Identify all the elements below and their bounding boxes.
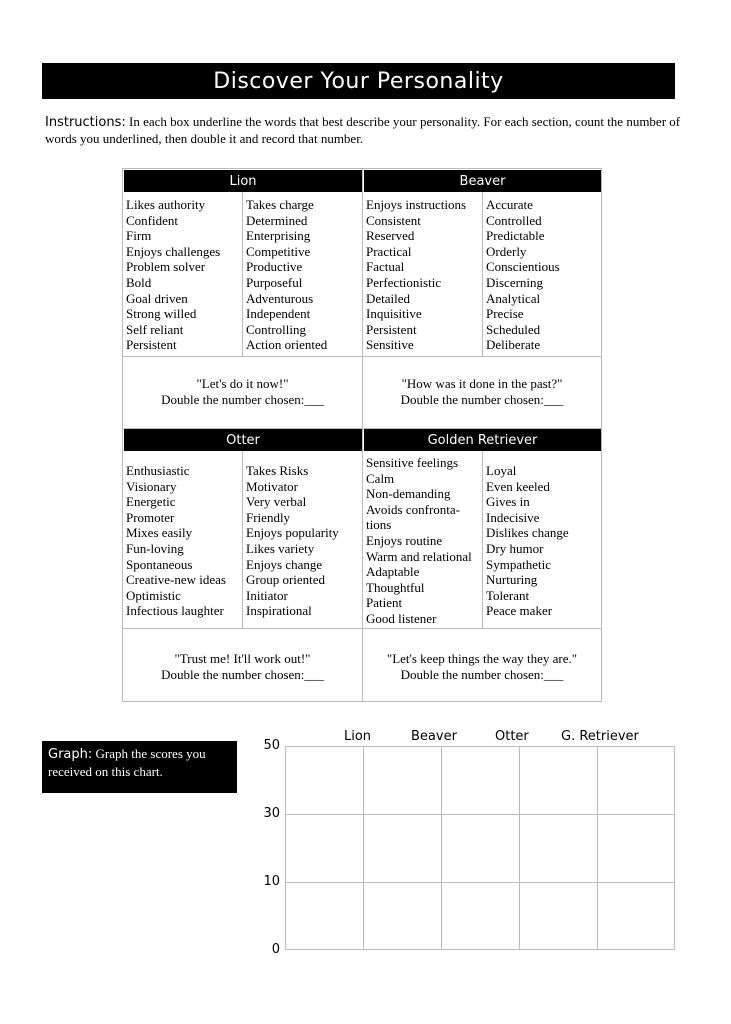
word: Motivator [246,478,298,494]
word: Takes charge [246,197,314,212]
word: Scheduled [486,321,541,337]
word: Dry humor [486,540,544,556]
word: Indecisive [486,509,540,525]
retriever-words-col2 [486,463,569,619]
otter-motto: "Trust me! It'll work out!" [174,651,311,666]
word: Very verbal [246,494,307,510]
instructions-label: Instructions: [45,115,126,130]
word: Optimistic [126,587,181,603]
word: Enjoys change [246,556,323,572]
lion-words-col2 [246,197,327,353]
word: Visionary [126,478,177,494]
personality-grid [122,168,602,702]
otter-quote-block [123,651,362,683]
word: Self reliant [126,321,184,337]
lion-words-col1 [126,197,220,353]
word: Avoids confronta- [366,501,460,517]
chart-col-line [519,747,520,949]
lion-double-prompt: Double the number chosen:___ [161,392,324,407]
word: Precise [486,306,524,322]
word: Enjoys instructions [366,197,467,212]
word: Firm [126,228,152,244]
word: Discerning [486,274,544,290]
word: Thoughtful [366,579,425,595]
word: Patient [366,595,403,611]
word: Enterprising [246,228,311,244]
chart-row-line [286,814,674,815]
lion-col-divider [242,192,243,356]
y-tick-50: 50 [263,738,280,753]
word: Predictable [486,228,545,244]
word: Accurate [486,197,533,212]
word: Purposeful [246,274,303,290]
page-title: Discover Your Personality [42,63,675,99]
word: Determined [246,212,308,228]
chart-col-line [441,747,442,949]
word: Nurturing [486,572,538,588]
retriever-quote-block [363,651,601,683]
score-chart-grid [285,746,675,950]
lion-motto: "Let's do it now!" [196,376,289,391]
word: Enjoys popularity [246,525,339,541]
word: Fun-loving [126,540,184,556]
top-words-divider [123,356,601,357]
beaver-col-divider [482,192,483,356]
word: Energetic [126,494,176,510]
word: Non-demanding [366,486,451,502]
graph-label: Graph: [48,747,93,762]
word: Takes Risks [246,463,309,478]
word: Tolerant [486,587,530,603]
otter-double-prompt: Double the number chosen:___ [161,667,324,682]
word: Likes authority [126,197,206,212]
word: tions [366,517,392,533]
word: Bold [126,274,152,290]
chart-col-line [597,747,598,949]
word: Likes variety [246,540,315,556]
retriever-double-prompt: Double the number chosen:___ [400,667,564,682]
otter-header: Otter [124,429,362,451]
word: Enthusiastic [126,463,190,478]
retriever-motto: "Let's keep things the way they are." [386,651,578,666]
word: Analytical [486,290,541,306]
beaver-words-col2 [486,197,560,353]
y-tick-0: 0 [271,942,280,957]
bottom-words-divider [123,628,601,629]
word: Spontaneous [126,556,193,572]
word: Enjoys routine [366,532,443,548]
word: Confident [126,212,178,228]
otter-words-col2 [246,463,339,619]
y-tick-30: 30 [263,806,280,821]
retriever-words-col1 [366,455,472,627]
golden-retriever-header: Golden Retriever [364,429,601,451]
beaver-quote-block [363,376,601,408]
word: Persistent [366,321,417,337]
word: Creative-new ideas [126,572,226,588]
word: Controlling [246,321,306,337]
word: Group oriented [246,572,326,588]
word: Reserved [366,228,415,244]
word: Consistent [366,212,421,228]
word: Dislikes change [486,525,569,541]
word: Orderly [486,243,527,259]
word: Independent [246,306,311,322]
chart-column-otter: Otter [495,729,529,744]
word: Detailed [366,290,411,306]
chart-col-line [363,747,364,949]
word: Controlled [486,212,542,228]
word: Perfectionistic [366,274,442,290]
word: Infectious laughter [126,603,224,619]
word: Calm [366,470,395,486]
word: Sensitive feelings [366,455,459,470]
beaver-header: Beaver [364,170,601,192]
word: Enjoys challenges [126,243,221,259]
word: Warm and relational [366,548,472,564]
word: Action oriented [246,337,328,353]
graph-instructions [42,741,237,793]
word: Competitive [246,243,311,259]
beaver-words-col1 [366,197,466,353]
word: Mixes easily [126,525,193,541]
y-tick-10: 10 [263,874,280,889]
chart-column-lion: Lion [344,729,372,744]
word: Gives in [486,494,530,510]
word: Factual [366,259,405,275]
center-divider [362,169,363,701]
word: Loyal [486,463,517,478]
chart-row-line [286,882,674,883]
word: Even keeled [486,478,550,494]
word: Persistent [126,337,177,353]
word: Adventurous [246,290,314,306]
word: Productive [246,259,303,275]
otter-col-divider [242,451,243,628]
word: Adaptable [366,564,420,580]
lion-header: Lion [124,170,362,192]
lion-quote-block [123,376,362,408]
word: Practical [366,243,412,259]
chart-column-retriever: G. Retriever [561,729,639,744]
instructions [45,114,685,147]
word: Inquisitive [366,306,422,322]
instructions-text: In each box underline the words that best describe your personality. For each section, count the number of words you underlined, then double it and record that number. [45,114,681,146]
word: Sympathetic [486,556,551,572]
word: Friendly [246,509,291,525]
word: Problem solver [126,259,206,275]
word: Conscientious [486,259,560,275]
beaver-motto: "How was it done in the past?" [401,376,563,391]
word: Strong willed [126,306,197,322]
word: Deliberate [486,337,541,353]
word: Inspirational [246,603,312,619]
word: Goal driven [126,290,188,306]
word: Peace maker [486,603,553,619]
chart-column-beaver: Beaver [411,729,457,744]
word: Sensitive [366,337,414,353]
word: Initiator [246,587,288,603]
word: Promoter [126,509,175,525]
mid-divider [123,428,601,429]
graph-text: Graph the scores you received on this chart. [48,746,206,779]
otter-words-col1 [126,463,226,619]
beaver-double-prompt: Double the number chosen:___ [400,392,564,407]
retriever-col-divider [482,451,483,628]
word: Good listener [366,610,437,626]
